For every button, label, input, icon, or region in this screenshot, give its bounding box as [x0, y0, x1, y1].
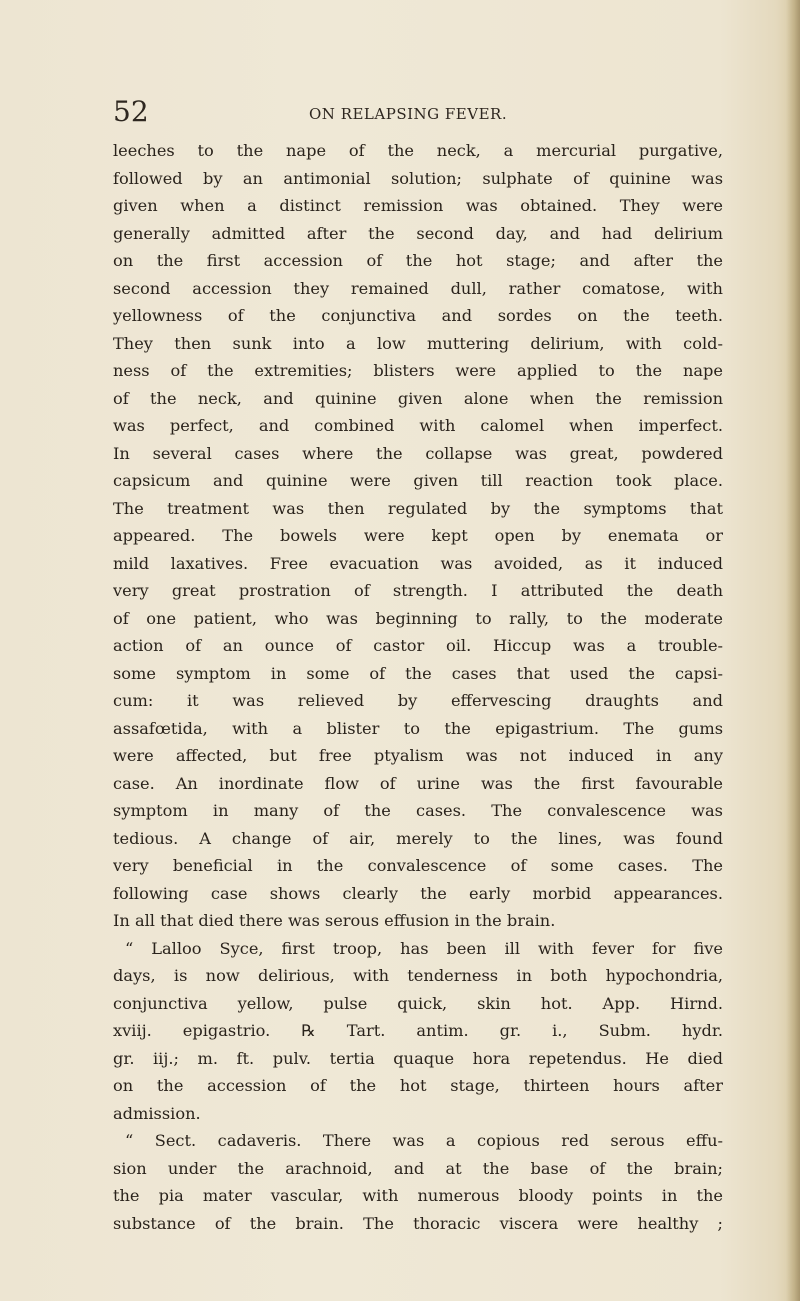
- text-line: “ Lalloo Syce, first troop, has been ill with fever for five: [125, 938, 723, 958]
- text-line: generally admitted after the second day, and had delirium: [113, 223, 723, 243]
- body-text: [113, 137, 723, 1237]
- text-line: followed by an antimonial solution; sulphate of quinine was: [113, 168, 723, 188]
- text-line: assafœtida, with a blister to the epigastrium. The gums: [113, 718, 723, 738]
- text-line: leeches to the nape of the neck, a mercurial purgative,: [113, 141, 723, 160]
- text-line: on the first accession of the hot stage; and after the: [113, 251, 723, 270]
- text-line: very beneficial in the convalescence of some cases. The: [113, 856, 723, 875]
- text-line: on the accession of the hot stage, thirteen hours after: [113, 1076, 723, 1095]
- page-edge-shadow: [786, 0, 800, 1301]
- text-line: following case shows clearly the early morbid appearances.: [113, 883, 723, 903]
- text-line: appeared. The bowels were kept open by enemata or: [113, 526, 723, 545]
- text-line: the pia mater vascular, with numerous bloody points in the: [113, 1186, 723, 1205]
- text-line: capsicum and quinine were given till reaction took place.: [113, 471, 723, 490]
- text-line: xviij. epigastrio. ℞ Tart. antim. gr. i., Subm. hydr.: [113, 1021, 723, 1040]
- text-line: case. An inordinate flow of urine was the first favourable: [113, 773, 723, 793]
- text-line: yellowness of the conjunctiva and sordes on the teeth.: [113, 306, 723, 325]
- text-line: admission.: [113, 1103, 201, 1123]
- text-line: cum: it was relieved by effervescing draughts and: [113, 691, 723, 710]
- text-line: The treatment was then regulated by the symptoms that: [113, 498, 723, 518]
- text-line: action of an ounce of castor oil. Hiccup was a trouble-: [113, 636, 723, 655]
- text-line: of the neck, and quinine given alone when the remission: [113, 388, 723, 408]
- text-line: substance of the brain. The thoracic viscera were healthy ;: [113, 1213, 723, 1233]
- text-line: “ Sect. cadaveris. There was a copious red serous effu-: [125, 1131, 723, 1150]
- text-line: ness of the extremities; blisters were applied to the nape: [113, 361, 723, 380]
- text-line: tedious. A change of air, merely to the lines, was found: [113, 828, 723, 848]
- text-line: given when a distinct remission was obtained. They were: [113, 196, 723, 215]
- text-line: They then sunk into a low muttering delirium, with cold-: [113, 333, 723, 353]
- text-line: second accession they remained dull, rather comatose, with: [113, 278, 723, 298]
- text-line: mild laxatives. Free evacuation was avoided, as it induced: [113, 553, 723, 573]
- text-line: was perfect, and combined with calomel when imperfect.: [113, 416, 723, 435]
- text-line: of one patient, who was beginning to rally, to the moderate: [113, 608, 723, 628]
- text-line: In all that died there was serous effusion in the brain.: [113, 911, 556, 930]
- text-line: were affected, but free ptyalism was not induced in any: [113, 746, 723, 765]
- text-line: very great prostration of strength. I attributed the death: [113, 581, 723, 600]
- page-number: 52: [113, 95, 149, 128]
- text-line: conjunctiva yellow, pulse quick, skin hot. App. Hirnd.: [113, 993, 723, 1013]
- text-line: some symptom in some of the cases that used the capsi-: [113, 663, 723, 683]
- page-header: [113, 92, 723, 132]
- running-head: ON RELAPSING FEVER.: [309, 105, 508, 123]
- text-line: sion under the arachnoid, and at the base of the brain;: [113, 1158, 723, 1178]
- text-line: days, is now delirious, with tenderness in both hypochondria,: [113, 966, 723, 985]
- text-line: symptom in many of the cases. The convalescence was: [113, 801, 723, 820]
- text-line: In several cases where the collapse was great, powdered: [113, 443, 723, 463]
- text-line: gr. iij.; m. ft. pulv. tertia quaque hora repetendus. He died: [113, 1048, 723, 1068]
